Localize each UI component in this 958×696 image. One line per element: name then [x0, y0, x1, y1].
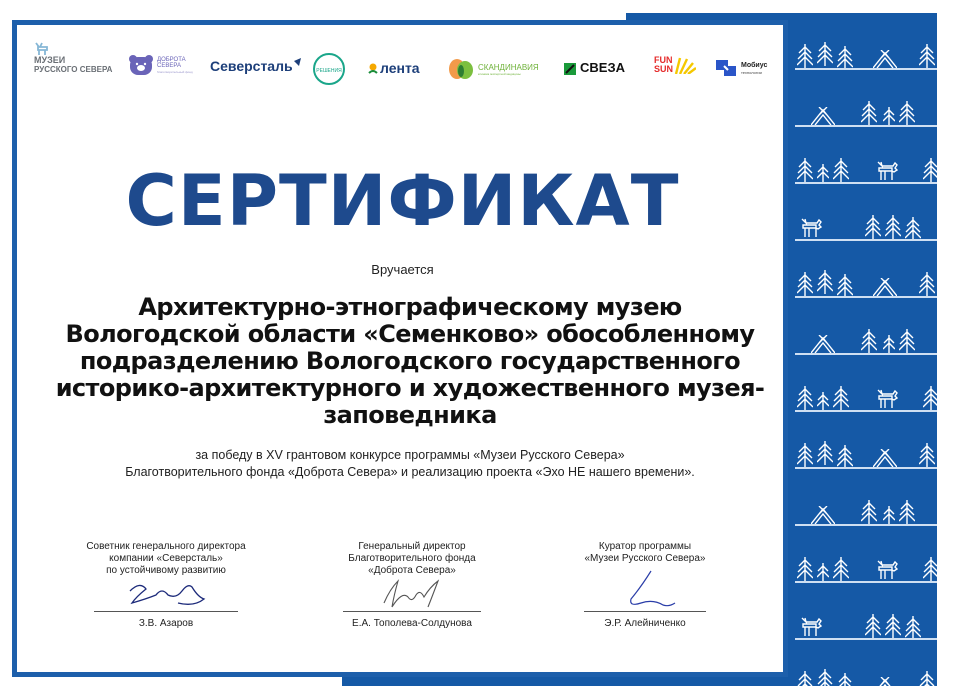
recipient-line: подразделению Вологодского государственного [79, 347, 741, 375]
logo-lenta [368, 60, 420, 76]
logo-text: FUN [654, 55, 673, 65]
recipient-line: историко-архитектурного и художественного музея- [55, 374, 765, 402]
logo-text: ДОБРОТА [157, 56, 186, 63]
awarded-label: Вручается [371, 262, 434, 277]
logo-skandinaviya [448, 58, 539, 80]
signatory-name: Е.А. Тополева-Солдунова [352, 618, 472, 629]
logo-text: РУССКОГО СЕВЕРА [34, 65, 113, 74]
signatory-name: З.В. Азаров [138, 618, 194, 629]
logo-text: Северсталь [210, 58, 293, 74]
recipient-line: заповедника [323, 401, 497, 429]
signatory-title: по устойчивому развитию [106, 565, 226, 576]
logo-text: технологии [741, 69, 762, 75]
recipient-name [40, 294, 780, 429]
logo-text: СВЕЗА [580, 60, 625, 75]
recipient-line: Архитектурно-этнографическому музею [138, 293, 682, 321]
signature-image [66, 577, 266, 611]
logo-text: СКАНДИНАВИЯ [478, 62, 539, 72]
signatory-title: «Музеи Русского Севера» [584, 553, 706, 564]
logo-dobrota-severa [128, 54, 193, 76]
signature-line [94, 611, 238, 612]
mobius-icon [714, 58, 738, 78]
logo-text: лента [380, 60, 420, 76]
reason-line: за победу в XV грантовом конкурсе программы «Музеи Русского Севера» [195, 448, 625, 462]
severstal-mark-icon [293, 54, 302, 64]
bear-icon [128, 54, 154, 76]
signature-image [545, 565, 745, 611]
signatory-title: Куратор программы [598, 541, 692, 552]
certificate-title: СЕРТИФИКАТ [125, 160, 680, 242]
logo-fun-sun [654, 56, 696, 74]
logo-text: Мобиус [741, 61, 768, 69]
reason-line: Благотворительного фонда «Доброта Севера» и реализацию проекта «Эхо НЕ нашего времени». [125, 465, 695, 479]
logo-severstal [210, 58, 302, 74]
logo-text: благотворительный фонд [157, 69, 193, 74]
sveza-square-icon [564, 62, 576, 74]
logo-text: МУЗЕИ [34, 55, 66, 65]
leaves-icon [448, 58, 474, 80]
signatory-title: «Доброта Севера» [368, 565, 456, 576]
sponsor-logos [30, 40, 780, 90]
logo-sveza [564, 60, 625, 75]
signatory-title: Благотворительного фонда [348, 553, 476, 564]
signature-image [312, 577, 512, 611]
moose-icon [34, 42, 50, 56]
signatory-3 [545, 541, 745, 630]
signature-line [584, 611, 706, 612]
logo-text: СЕВЕРА [157, 62, 181, 69]
signatory-1 [66, 541, 266, 630]
logo-text: клиника экспертной медицины [478, 71, 521, 76]
signatory-2 [312, 541, 512, 630]
green-ring-icon [310, 50, 348, 86]
sun-rays-icon [674, 56, 696, 74]
logo-text: SUN [654, 64, 674, 74]
sunflower-icon [368, 62, 378, 74]
signature-line [343, 611, 481, 612]
recipient-line: Вологодской области «Семенково» обособленному [65, 320, 755, 348]
signatory-title: Генеральный директор [358, 541, 466, 552]
logo-mobius [714, 58, 767, 78]
svg-text:РЕШЕНИЯ: РЕШЕНИЯ [316, 68, 342, 74]
award-reason [40, 447, 780, 481]
logo-sever-dobra [310, 50, 348, 86]
logo-muzei-russkogo-severa [34, 42, 112, 74]
northern-pattern [795, 13, 937, 686]
signatory-title: компании «Северсталь» [109, 553, 223, 564]
signatory-name: Э.Р. Алейниченко [604, 618, 686, 629]
pattern-row [795, 13, 937, 70]
signatory-title: Советник генерального директора [86, 541, 246, 552]
